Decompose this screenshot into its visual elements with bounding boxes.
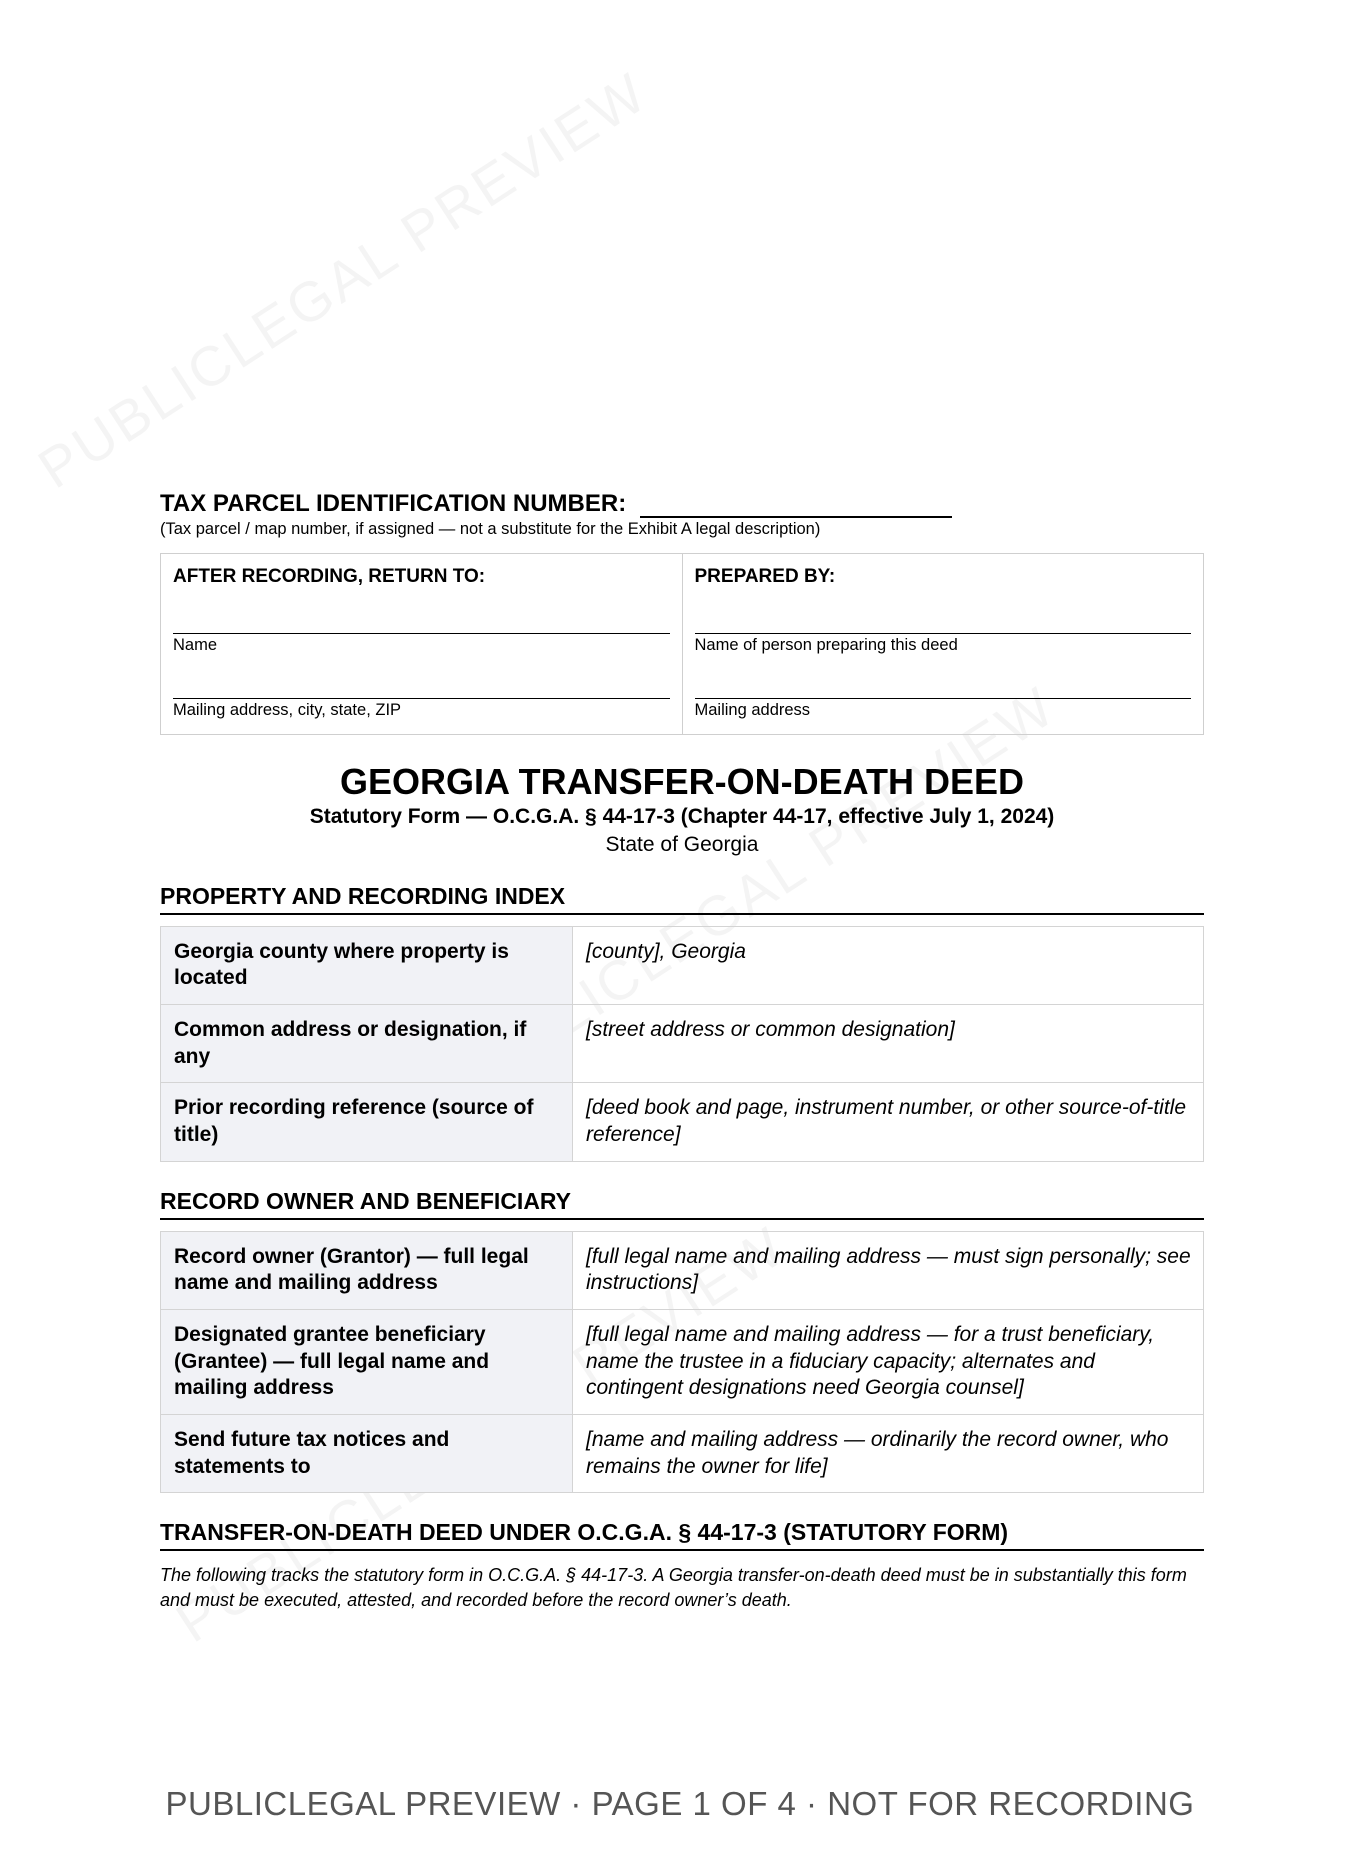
section-heading-deed: TRANSFER-ON-DEATH DEED UNDER O.C.G.A. § 44-17-3 (STATUTORY FORM)	[160, 1519, 1204, 1551]
tax-parcel-blank[interactable]	[640, 494, 952, 518]
document-subtitle: Statutory Form — O.C.G.A. § 44-17-3 (Chapter 44-17, effective July 1, 2024)	[309, 804, 1055, 828]
row-label: Prior recording reference (source of title)	[161, 1083, 573, 1161]
prepared-by-cell	[682, 554, 1204, 734]
table-row	[161, 1083, 1204, 1161]
section-heading-property: PROPERTY AND RECORDING INDEX	[160, 883, 1204, 915]
preparer-address-label: Mailing address	[694, 701, 811, 719]
tax-parcel-label: TAX PARCEL IDENTIFICATION NUMBER:	[160, 490, 627, 517]
statutory-form-note: The following tracks the statutory form in O.C.G.A. § 44-17-3. A Georgia transfer-on-death deed must be in substantially this form and must be executed, attested, and recorded before the record owner’s death.	[160, 1565, 1187, 1611]
return-address-blank[interactable]	[173, 698, 670, 699]
table-row	[161, 926, 1204, 1004]
row-value[interactable]: [full legal name and mailing address — must sign personally; see instructions]	[573, 1231, 1204, 1309]
table-row	[161, 1310, 1204, 1415]
recording-info-box	[160, 553, 1204, 735]
table-row	[161, 1415, 1204, 1493]
row-label: Common address or designation, if any	[161, 1005, 573, 1083]
preparer-address-blank[interactable]	[695, 698, 1192, 699]
tax-parcel-note: (Tax parcel / map number, if assigned — not a substitute for the Exhibit A legal description)	[160, 520, 821, 538]
prepared-by-heading: PREPARED BY:	[694, 566, 836, 587]
owner-table	[160, 1231, 1204, 1494]
row-value[interactable]: [name and mailing address — ordinarily the record owner, who remains the owner for life]	[573, 1415, 1204, 1493]
table-row	[161, 1005, 1204, 1083]
return-name-label: Name	[173, 636, 218, 654]
document-page	[160, 490, 1204, 1613]
row-value[interactable]: [deed book and page, instrument number, or other source-of-title reference]	[573, 1083, 1204, 1161]
row-value[interactable]: [street address or common designation]	[573, 1005, 1204, 1083]
document-state: State of Georgia	[605, 832, 759, 856]
return-address-label: Mailing address, city, state, ZIP	[173, 701, 402, 719]
property-table	[160, 926, 1204, 1162]
return-to-heading: AFTER RECORDING, RETURN TO:	[173, 566, 486, 587]
row-label: Send future tax notices and statements to	[161, 1415, 573, 1493]
tax-parcel-row	[160, 490, 1204, 518]
section-heading-owner: RECORD OWNER AND BENEFICIARY	[160, 1188, 1204, 1220]
return-to-cell	[161, 554, 682, 734]
row-label: Georgia county where property is located	[161, 926, 573, 1004]
watermark	[27, 59, 659, 501]
title-block	[160, 763, 1204, 857]
row-label: Designated grantee beneficiary (Grantee) — full legal name and mailing address	[161, 1310, 573, 1415]
page-footer: PUBLICLEGAL PREVIEW · PAGE 1 OF 4 · NOT FOR RECORDING	[165, 1785, 1195, 1822]
table-row	[161, 1231, 1204, 1309]
return-name-blank[interactable]	[173, 633, 670, 634]
preparer-name-blank[interactable]	[695, 633, 1192, 634]
row-value[interactable]: [county], Georgia	[573, 926, 1204, 1004]
row-label: Record owner (Grantor) — full legal name and mailing address	[161, 1231, 573, 1309]
document-title: GEORGIA TRANSFER-ON-DEATH DEED	[340, 761, 1024, 802]
preparer-name-label: Name of person preparing this deed	[694, 636, 958, 654]
row-value[interactable]: [full legal name and mailing address — for a trust beneficiary, name the trustee in a fiduciary capacity; alternates and contingent designations need Georgia counsel]	[573, 1310, 1204, 1415]
